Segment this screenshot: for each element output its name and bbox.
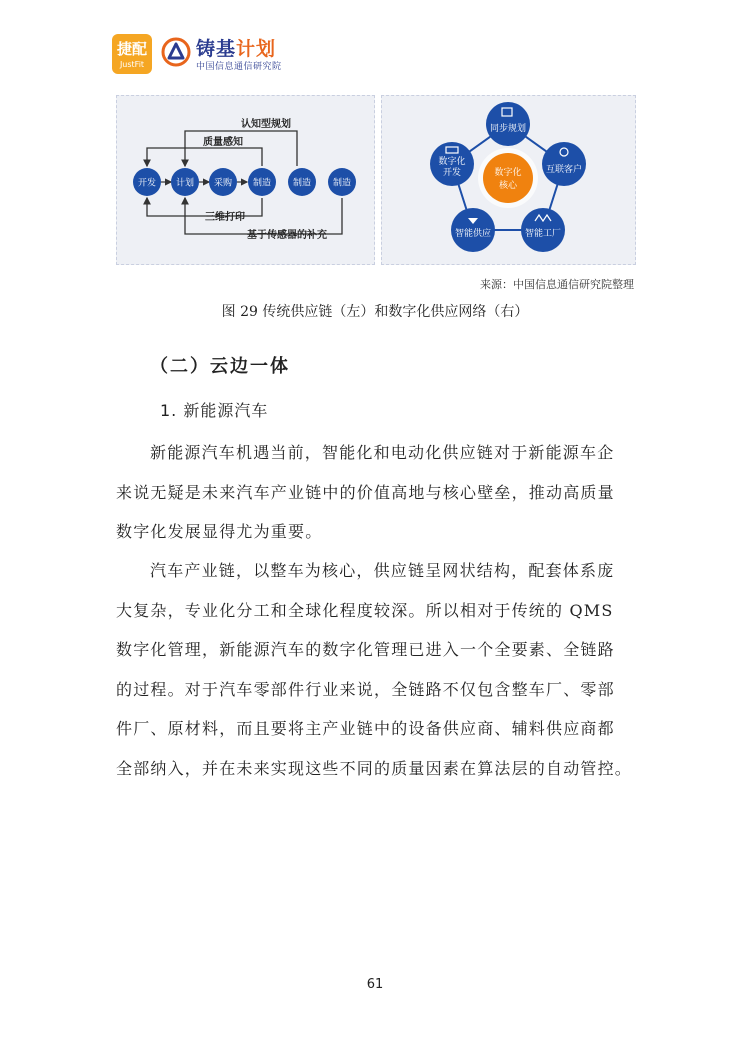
paragraph-line: 汽车产业链，以整车为核心，供应链呈网状结构，配套体系庞 xyxy=(150,561,615,580)
traditional-supply-chain-diagram xyxy=(116,95,375,265)
label-sensor-supplement: 基于传感器的补充 xyxy=(247,230,327,241)
svg-text:智能供应: 智能供应 xyxy=(454,229,492,239)
paragraph-line: 数字化管理，新能源汽车的数字化管理已进入一个全要素、全链路 xyxy=(116,640,615,659)
page-header xyxy=(112,30,372,78)
paragraph-line: 新能源汽车机遇当前，智能化和电动化供应链对于新能源车企 xyxy=(150,443,615,462)
svg-text:计划: 计划 xyxy=(175,178,195,189)
subsection-heading: 1. 新能源汽车 xyxy=(160,401,269,420)
chain-node-procure xyxy=(209,168,237,196)
page-number: 61 xyxy=(366,977,384,992)
paragraph-line: 大复杂，专业化分工和全球化程度较深。所以相对于传统的 QMS xyxy=(116,600,614,620)
jiepei-logo-text: 捷配 xyxy=(116,40,147,58)
chain-node-make-3 xyxy=(328,168,356,196)
chain-node-develop xyxy=(133,168,161,196)
zhuji-logo-subtitle: 中国信息通信研究院 xyxy=(196,62,282,72)
zhuji-title-a: 铸基 xyxy=(196,38,237,60)
network-node-smart-factory xyxy=(521,208,565,252)
chain-node-plan xyxy=(171,168,199,196)
figure-source: 来源：中国信息通信研究院整理 xyxy=(480,278,634,291)
jiepei-logo-sub: JustFit xyxy=(119,60,145,69)
svg-text:采购: 采购 xyxy=(213,178,233,189)
svg-text:制造: 制造 xyxy=(332,178,352,189)
chain-node-make-2 xyxy=(288,168,316,196)
svg-text:智能工厂: 智能工厂 xyxy=(524,229,562,239)
paragraph-line: 数字化发展显得尤为重要。 xyxy=(116,522,323,541)
network-node-digital-development xyxy=(430,142,474,186)
svg-text:开发: 开发 xyxy=(137,178,157,189)
chain-node-make-1 xyxy=(248,168,276,196)
svg-text:制造: 制造 xyxy=(252,178,272,189)
paragraph-line: 来说无疑是未来汽车产业链中的价值高地与核心壁垒，推动高质量 xyxy=(116,482,615,502)
label-3d-printing: 三维打印 xyxy=(205,212,245,223)
paragraph-line: 件厂、原材料，而且要将主产业链中的设备供应商、辅料供应商都 xyxy=(116,719,615,738)
paragraph-1 xyxy=(116,433,636,552)
figure-caption: 图 29 传统供应链（左）和数字化供应网络（右） xyxy=(221,304,529,320)
loop-top-inner xyxy=(147,148,262,166)
paragraph-line: 全部纳入，并在未来实现这些不同的质量因素在算法层的自动管控。 xyxy=(116,758,633,778)
paragraph-line: 的过程。对于汽车零部件行业来说，全链路不仅包含整车厂、零部 xyxy=(116,679,615,699)
network-node-connected-customer xyxy=(542,142,586,186)
label-quality-perception: 质量感知 xyxy=(203,137,243,148)
jiepei-logo xyxy=(112,34,152,74)
svg-text:互联客户: 互联客户 xyxy=(545,165,583,175)
zhuji-logo xyxy=(160,34,370,74)
svg-text:核心: 核心 xyxy=(498,181,518,191)
network-center-digital-core xyxy=(478,148,538,208)
svg-text:开发: 开发 xyxy=(442,168,462,178)
svg-text:数字化: 数字化 xyxy=(438,157,466,167)
network-node-smart-supply xyxy=(451,208,495,252)
network-node-sync-planning xyxy=(486,102,530,146)
digital-supply-network-diagram xyxy=(381,95,636,265)
zhuji-logo-title xyxy=(196,34,276,61)
label-cognitive-planning: 认知型规划 xyxy=(241,119,291,130)
zhuji-title-b: 计划 xyxy=(236,38,277,60)
svg-text:同步规划: 同步规划 xyxy=(489,124,527,134)
zhuji-mark-icon xyxy=(160,36,192,68)
section-heading: （二）云边一体 xyxy=(150,356,290,377)
paragraph-2 xyxy=(116,551,636,788)
svg-text:数字化: 数字化 xyxy=(494,168,522,178)
svg-text:制造: 制造 xyxy=(292,178,312,189)
